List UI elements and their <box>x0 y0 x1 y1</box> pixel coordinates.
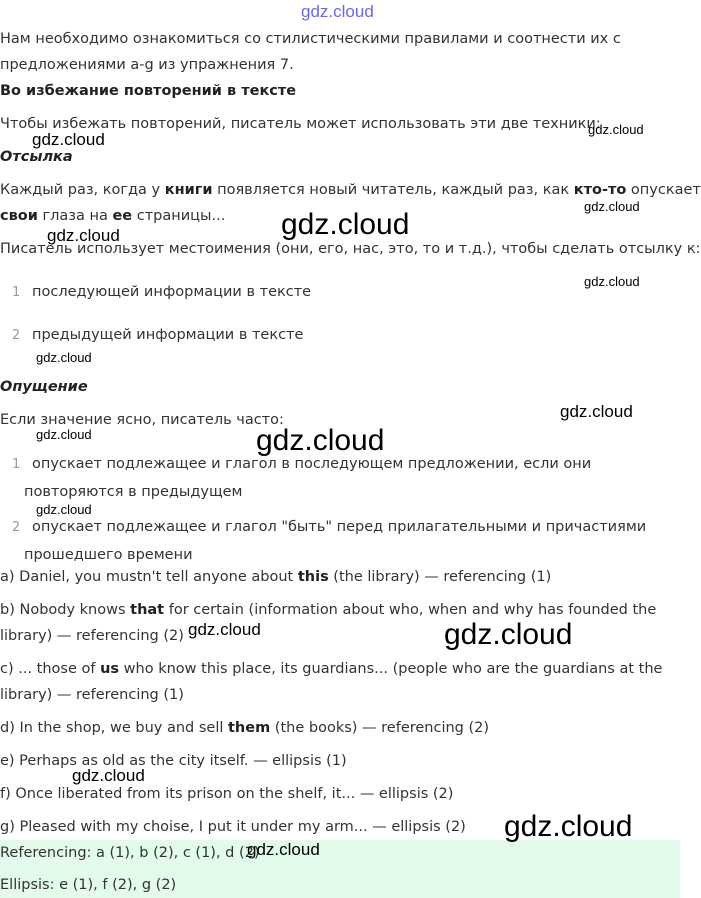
example-text: опускает <box>626 182 701 198</box>
example-bold: us <box>100 661 120 677</box>
list-item: последующей информации в тексте <box>32 284 312 300</box>
example-c <box>0 661 662 677</box>
list-item: опускает подлежащее и глагол в последующем предложении, если они <box>32 456 592 472</box>
list-number: 2 <box>12 328 21 343</box>
watermark: gdz.cloud <box>588 122 644 137</box>
list-item: опускает подлежащее и глагол "быть" перед прилагательными и причастиями <box>32 519 647 535</box>
example-text: for certain (information about who, when and why has founded the <box>164 602 657 618</box>
example-text: глаза на <box>37 208 113 224</box>
answer-ellipsis: Ellipsis: e (1), f (2), g (2) <box>0 877 177 893</box>
example-text: появляется новый читатель, каждый раз, как <box>212 182 574 198</box>
example-e: e) Perhaps as old as the city itself. — ellipsis (1) <box>0 753 347 769</box>
example-b-line-2: library) — referencing (2) <box>0 628 184 644</box>
example-bold: свои <box>0 208 38 224</box>
example-bold: книги <box>164 182 213 198</box>
example-text: c) ... those of <box>0 661 101 677</box>
example-bold: ее <box>112 208 133 224</box>
watermark: gdz.cloud <box>32 130 105 149</box>
watermark: gdz.cloud <box>72 766 145 785</box>
watermark: gdz.cloud <box>584 199 640 214</box>
intro-line-1: Нам необходимо ознакомиться со стилистическими правилами и соотнести их с <box>0 31 621 47</box>
example-g: g) Pleased with my choise, I put it under my arm... — ellipsis (2) <box>0 819 466 835</box>
example-d <box>0 720 489 736</box>
example-text: страницы... <box>132 208 226 224</box>
example-b <box>0 602 656 618</box>
watermark: gdz.cloud <box>36 502 92 517</box>
list-item: предыдущей информации в тексте <box>32 327 304 343</box>
watermark: gdz.cloud <box>504 810 633 843</box>
example-bold: this <box>297 569 329 585</box>
watermark: gdz.cloud <box>560 402 633 421</box>
referencing-description: Писатель использует местоимения (они, его, нас, это, то и т.д.), чтобы сделать отсылку к: <box>0 241 701 257</box>
watermark: gdz.cloud <box>188 620 261 639</box>
example-text: who know this place, its guardians... (people who are the guardians at the <box>119 661 663 677</box>
list-item-continued: повторяются в предыдущем <box>24 484 243 500</box>
ellipsis-description: Если значение ясно, писатель часто: <box>0 412 284 428</box>
example-text: (the books) — referencing (2) <box>270 720 490 736</box>
referencing-title: Отсылка <box>0 149 73 165</box>
watermark: gdz.cloud <box>36 350 92 365</box>
example-c-line-2: library) — referencing (1) <box>0 687 184 703</box>
example-text: b) Nobody knows <box>0 602 131 618</box>
example-bold: кто-то <box>573 182 627 198</box>
list-item-continued: прошедшего времени <box>24 547 193 563</box>
example-bold: them <box>228 720 271 736</box>
list-number: 1 <box>12 457 21 472</box>
example-text: a) Daniel, you mustn't tell anyone about <box>0 569 298 585</box>
watermark: gdz.cloud <box>36 427 92 442</box>
watermark: gdz.cloud <box>256 424 385 457</box>
example-text: (the library) — referencing (1) <box>328 569 552 585</box>
answer-box <box>0 840 680 898</box>
section-heading: Во избежание повторений в тексте <box>0 83 297 99</box>
watermark: gdz.cloud <box>281 208 410 241</box>
techniques-text: Чтобы избежать повторений, писатель может использовать эти две техники: <box>0 116 601 132</box>
example-a <box>0 569 551 585</box>
watermark: gdz.cloud <box>444 618 573 651</box>
example-f: f) Once liberated from its prison on the shelf, it... — ellipsis (2) <box>0 786 454 802</box>
intro-line-2: предложениями a-g из упражнения 7. <box>0 57 294 73</box>
example-text: d) In the shop, we buy and sell <box>0 720 228 736</box>
list-number: 1 <box>12 285 21 300</box>
ellipsis-title: Опущение <box>0 379 88 395</box>
answer-referencing: Referencing: a (1), b (2), c (1), d (2) <box>0 845 260 861</box>
watermark: gdz.cloud <box>47 226 120 245</box>
watermark: gdz.cloud <box>247 840 320 859</box>
list-number: 2 <box>12 520 21 535</box>
top-watermark: gdz.cloud <box>301 2 374 21</box>
example-text: Каждый раз, когда у <box>0 182 165 198</box>
watermark: gdz.cloud <box>584 274 640 289</box>
example-bold: that <box>130 602 165 618</box>
